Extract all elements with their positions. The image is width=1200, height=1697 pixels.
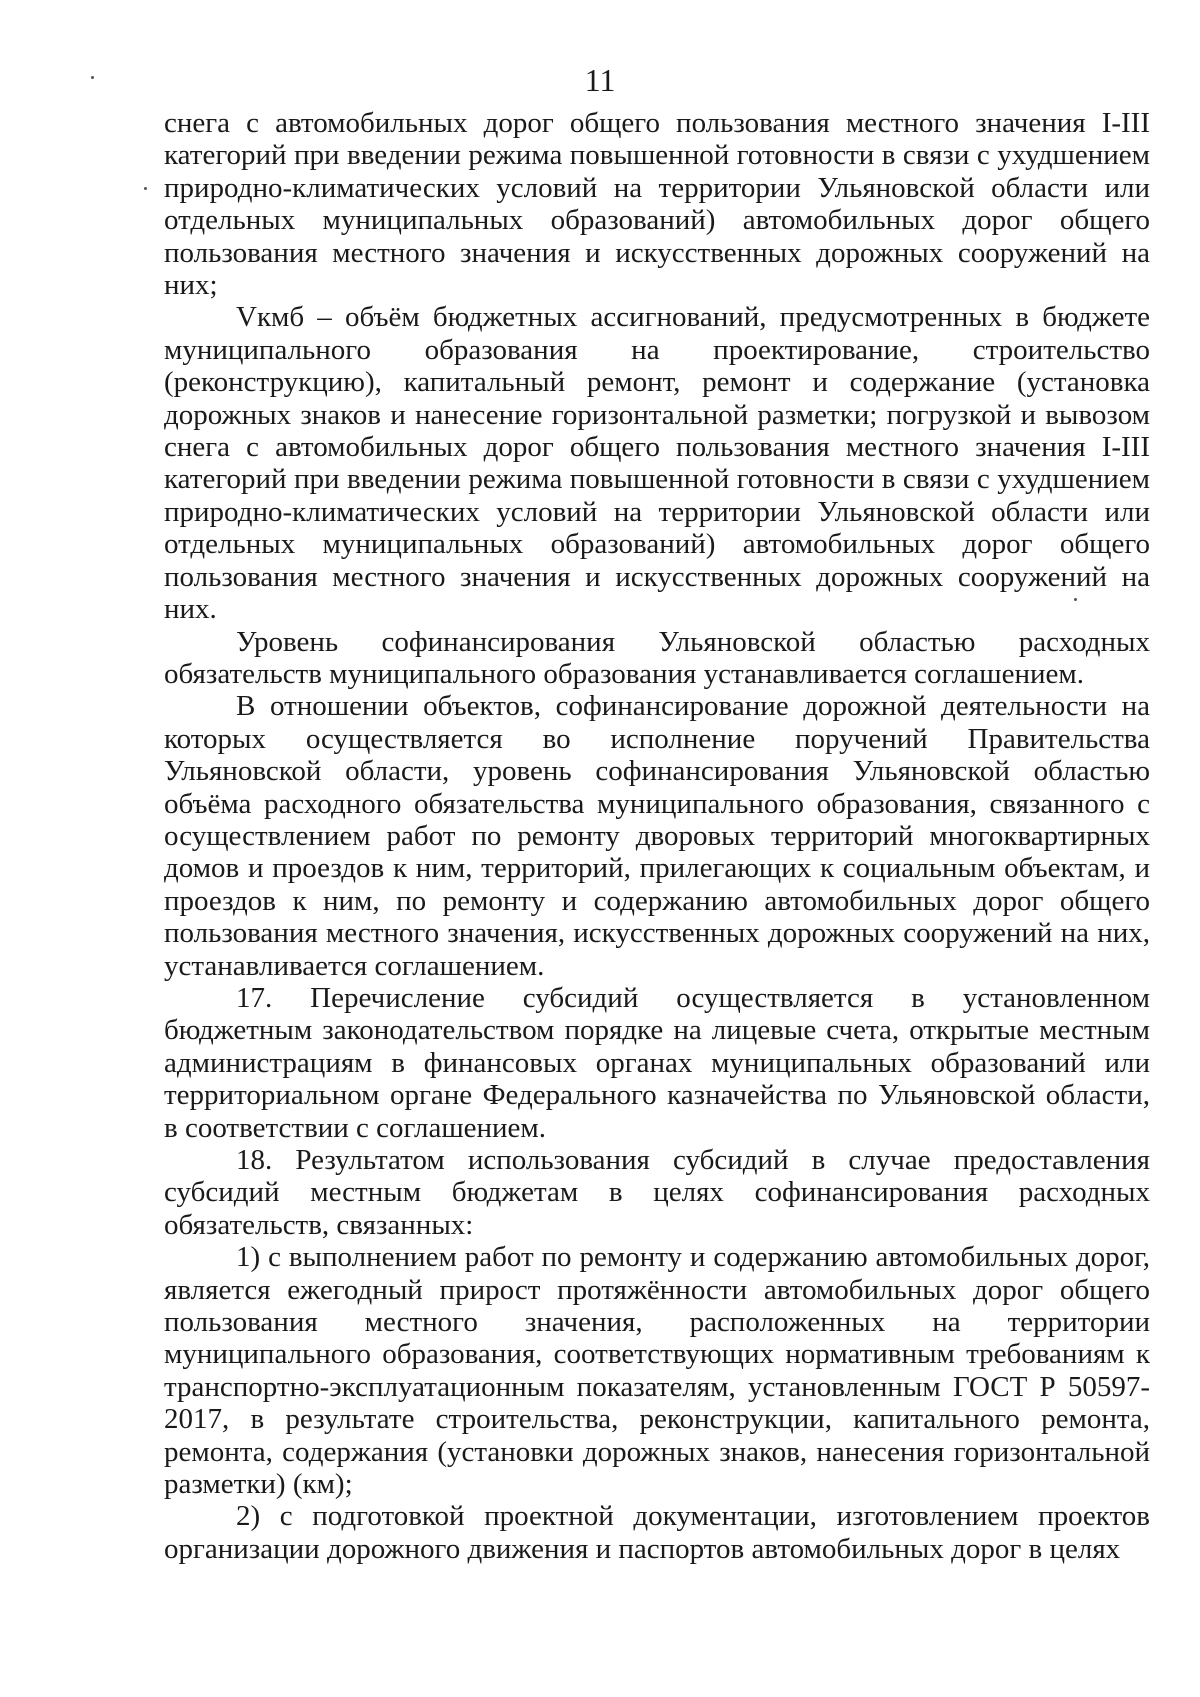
document-body: [164, 107, 1150, 1565]
paragraph: Уровень софинансирования Ульяновской областью расходных обязательств муниципального образования устанавливается соглашением.: [164, 625, 1150, 690]
paragraph: В отношении объектов, софинансирование дорожной деятельности на которых осуществляется во исполнение поручений Правительства Ульяновской области, уровень софинансирования Ульяновской областью объёма расходного обязательства муниципального образования, связанного с осуществлением работ по ремонту дворовых территорий многоквартирных домов и проездов к ним, территорий, прилегающих к социальным объектам, и проездов к ним, по ремонту и содержанию автомобильных дорог общего пользования местного значения, искусственных дорожных сооружений на них, устанавливается соглашением.: [164, 690, 1150, 982]
paragraph: 17. Перечисление субсидий осуществляется в установленном бюджетным законодательством порядке на лицевые счета, открытые местным администрациям в финансовых органах муниципальных образований или территориальном органе Федерального казначейства по Ульяновской области, в соответствии с соглашением.: [164, 981, 1150, 1144]
page-number: 11: [584, 62, 616, 98]
paragraph: 2) с подготовкой проектной документации, изготовлением проектов организации дорожного движения и паспортов автомобильных дорог в целях: [164, 1500, 1150, 1565]
paragraph: Vкмб – объём бюджетных ассигнований, предусмотренных в бюджете муниципального образования на проектирование, строительство (реконструкцию), капитальный ремонт, ремонт и содержание (установка дорожных знаков и нанесение горизонтальной разметки; погрузкой и вывозом снега с автомобильных дорог общего пользования местного значения I-III категорий при введении режима повышенной готовности в связи с ухудшением природно-климатических условий на территории Ульяновской области или отдельных муниципальных образований) автомобильных дорог общего пользования местного значения и искусственных дорожных сооружений на них.: [164, 301, 1150, 626]
paragraph: 18. Результатом использования субсидий в случае предоставления субсидий местным бюджетам в целях софинансирования расходных обязательств, связанных:: [164, 1144, 1150, 1241]
scan-speck: [144, 187, 147, 190]
paragraph: 1) с выполнением работ по ремонту и содержанию автомобильных дорог, является ежегодный прирост протяжённости автомобильных дорог общего пользования местного значения, расположенных на территории муниципального образования, соответствующих нормативным требованиям к транспортно-эксплуатационным показателям, установленным ГОСТ Р 50597-2017, в результате строительства, реконструкции, капитального ремонта, ремонта, содержания (установки дорожных знаков, нанесения горизонтальной разметки) (км);: [164, 1241, 1150, 1501]
paragraph: снега с автомобильных дорог общего пользования местного значения I-III категорий при введении режима повышенной готовности в связи с ухудшением природно-климатических условий на территории Ульяновской области или отдельных муниципальных образований) автомобильных дорог общего пользования местного значения и искусственных дорожных сооружений на них;: [164, 107, 1150, 302]
scan-speck: [91, 76, 94, 79]
